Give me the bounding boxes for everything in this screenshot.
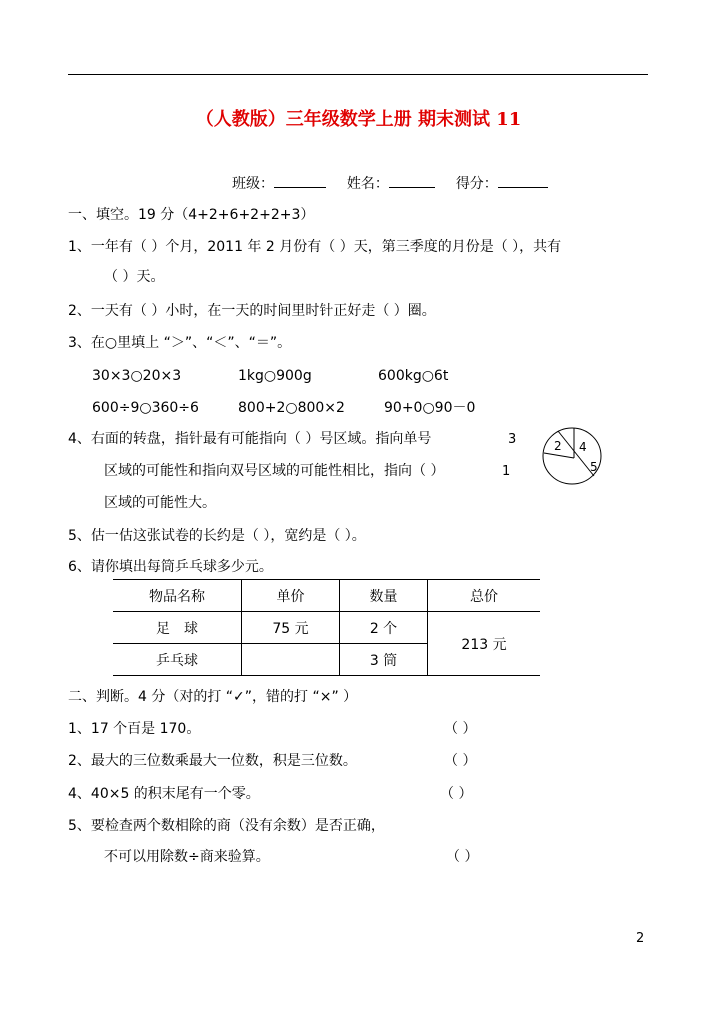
judge-q5-line2: 不可以用除数÷商来验算。 <box>104 849 270 865</box>
top-rule <box>68 74 648 75</box>
table-row <box>113 612 540 644</box>
judge-item-paren[interactable]: （ ） <box>446 849 479 865</box>
q3-item: 600÷9○360÷6 <box>92 400 199 416</box>
spinner-number: 4 <box>579 440 587 454</box>
student-info-line <box>232 172 548 193</box>
table-cell: 75 元 <box>242 612 340 644</box>
page-number: 2 <box>636 931 645 946</box>
spinner-number: 2 <box>554 439 562 453</box>
table-header-row <box>113 580 540 612</box>
table-header: 物品名称 <box>149 588 205 605</box>
judge-item-text: 4、40×5 的积末尾有一个零。 <box>68 786 260 802</box>
goods-table <box>113 579 540 676</box>
q4-line2: 区域的可能性和指向双号区域的可能性相比，指向（ ） <box>104 463 445 479</box>
spinner-line <box>544 453 574 458</box>
q3-item: 30×3○20×3 <box>92 368 182 384</box>
q1-line2: （ ）天。 <box>104 269 165 285</box>
q4-side-number: 3 <box>508 432 517 447</box>
name-blank[interactable] <box>389 172 435 188</box>
q3-item: 1kg○900g <box>238 368 312 384</box>
spinner-diagram <box>540 425 606 489</box>
section2-heading: 二、判断。4 分（对的打 “✓”，错的打 “×” ） <box>68 689 358 705</box>
judge-item-text: 2、最大的三位数乘最大一位数，积是三位数。 <box>68 753 357 769</box>
table-cell: 乒乓球 <box>113 644 242 676</box>
name-label: 姓名： <box>346 176 389 192</box>
q2-text: 2、一天有（ ）小时，在一天的时间里时针正好走（ ）圈。 <box>68 303 436 319</box>
score-label: 得分： <box>455 176 498 192</box>
table-header: 单价 <box>242 580 340 612</box>
q4-line3: 区域的可能性大。 <box>104 495 216 511</box>
score-blank[interactable] <box>498 172 548 188</box>
table-cell: 足 球 <box>113 612 242 644</box>
table-header: 总价 <box>428 580 541 612</box>
table-total-cell: 213 元 <box>428 612 541 676</box>
spinner-number: 5 <box>590 460 598 474</box>
class-label: 班级： <box>232 176 274 192</box>
q3-item: 90+0○90－0 <box>384 400 476 416</box>
spinner-line <box>558 431 594 476</box>
judge-item-paren[interactable]: （ ） <box>444 721 477 737</box>
page-title: （人教版）三年级数学上册 期末测试 11 <box>195 109 522 130</box>
table-cell: 3 筒 <box>340 644 428 676</box>
table-cell-blank[interactable] <box>242 644 340 676</box>
q3-text: 3、在○里填上 “＞”、“＜”、“＝”。 <box>68 335 292 351</box>
table-header: 数量 <box>340 580 428 612</box>
table-cell: 2 个 <box>340 612 428 644</box>
q3-item: 800+2○800×2 <box>238 400 345 416</box>
judge-q5-line1: 5、要检查两个数相除的商（没有余数）是否正确， <box>68 818 385 834</box>
q3-item: 600kg○6t <box>378 368 449 384</box>
q6-text: 6、请你填出每筒乒乓球多少元。 <box>68 559 273 575</box>
section1-heading: 一、填空。19 分（4+2+6+2+2+3） <box>68 207 315 223</box>
judge-item-paren[interactable]: （ ） <box>444 753 477 769</box>
judge-item-paren[interactable]: （ ） <box>440 786 473 802</box>
spinner-circle <box>543 428 601 484</box>
q4-line1: 4、右面的转盘，指针最有可能指向（ ）号区域。指向单号 <box>68 431 432 447</box>
class-blank[interactable] <box>274 172 326 188</box>
judge-item-text: 1、17 个百是 170。 <box>68 721 201 737</box>
q1-line1: 1、一年有（ ）个月，2011 年 2 月份有（ ）天，第三季度的月份是（ ），共有 <box>68 239 562 255</box>
q4-side-number: 1 <box>502 464 511 479</box>
q5-text: 5、估一估这张试卷的长约是（ ），宽约是（ ）。 <box>68 528 366 544</box>
